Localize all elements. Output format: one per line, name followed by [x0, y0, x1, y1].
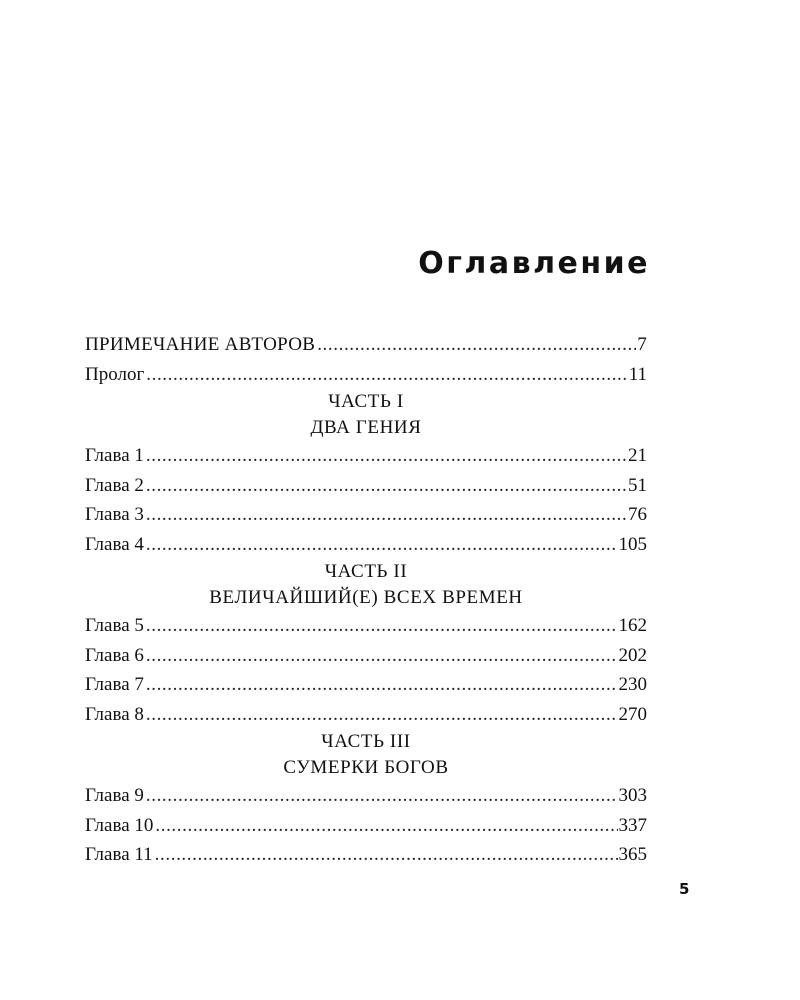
toc-entry-page: 365: [618, 844, 647, 865]
toc-entry-label: Глава 10: [85, 814, 154, 836]
toc-entry-chapter: [85, 611, 647, 641]
toc-entry-label: ПРИМЕЧАНИЕ АВТОРОВ: [85, 334, 316, 355]
dot-leader: [146, 471, 627, 501]
dot-leader: [146, 611, 618, 641]
toc-entry-page: 11: [628, 363, 647, 385]
toc-entry-page: 76: [628, 504, 647, 525]
toc-entry-chapter: [85, 471, 647, 501]
dot-leader: [146, 700, 618, 730]
toc-entry-label: Глава 4: [85, 533, 144, 555]
dot-leader: [155, 840, 618, 870]
toc-entry-page: 105: [618, 533, 647, 555]
part-title: ДВА ГЕНИЯ: [310, 417, 422, 438]
toc-entry-authors-note: [85, 330, 647, 360]
toc-entry-chapter: [85, 670, 647, 700]
toc-entry-label: Глава 8: [85, 703, 144, 725]
toc-entry-prologue: [85, 360, 647, 390]
toc-entry-label: Глава 6: [85, 644, 144, 666]
dot-leader: [146, 670, 618, 700]
toc-entry-label: Глава 1: [85, 445, 144, 466]
part-number: ЧАСТЬ III: [321, 731, 411, 752]
toc-entry-chapter: [85, 641, 647, 671]
toc-entry-chapter: [85, 840, 647, 870]
toc-entry-page: 51: [628, 474, 647, 496]
toc-entry-chapter: [85, 500, 647, 530]
dot-leader: [317, 330, 636, 360]
toc-entry-page: 162: [618, 615, 647, 636]
toc-entry-chapter: [85, 441, 647, 471]
dot-leader: [155, 811, 617, 841]
toc-entry-page: 270: [618, 703, 647, 725]
dot-leader: [146, 441, 627, 471]
dot-leader: [146, 641, 618, 671]
part-title: ВЕЛИЧАЙШИЙ(Е) ВСЕХ ВРЕМЕН: [209, 587, 523, 608]
part-number: ЧАСТЬ I: [328, 391, 404, 412]
toc-entry-chapter: [85, 700, 647, 730]
toc-entry-label: Глава 5: [85, 615, 144, 636]
toc-entry-page: 303: [618, 785, 647, 806]
toc-entry-chapter: [85, 781, 647, 811]
toc-entry-label: Глава 11: [85, 844, 153, 865]
part-number: ЧАСТЬ II: [324, 561, 408, 582]
page-number: 5: [679, 880, 690, 898]
page-title: Оглавление: [418, 246, 650, 281]
toc-entry-label: Глава 2: [85, 474, 144, 496]
toc-entry-chapter: [85, 811, 647, 841]
toc-entry-label: Глава 3: [85, 504, 144, 525]
part-title: СУМЕРКИ БОГОВ: [283, 757, 449, 778]
dot-leader: [146, 500, 627, 530]
table-of-contents: [85, 330, 647, 870]
dot-leader: [146, 781, 618, 811]
toc-entry-page: 7: [637, 334, 647, 355]
toc-entry-page: 230: [618, 674, 647, 695]
toc-entry-label: Пролог: [85, 363, 145, 385]
toc-entry-page: 21: [628, 445, 647, 466]
toc-entry-page: 202: [618, 644, 647, 666]
dot-leader: [146, 530, 618, 560]
toc-entry-label: Глава 9: [85, 785, 144, 806]
toc-entry-chapter: [85, 530, 647, 560]
dot-leader: [146, 360, 627, 390]
toc-entry-page: 337: [618, 814, 647, 836]
toc-entry-label: Глава 7: [85, 674, 144, 695]
